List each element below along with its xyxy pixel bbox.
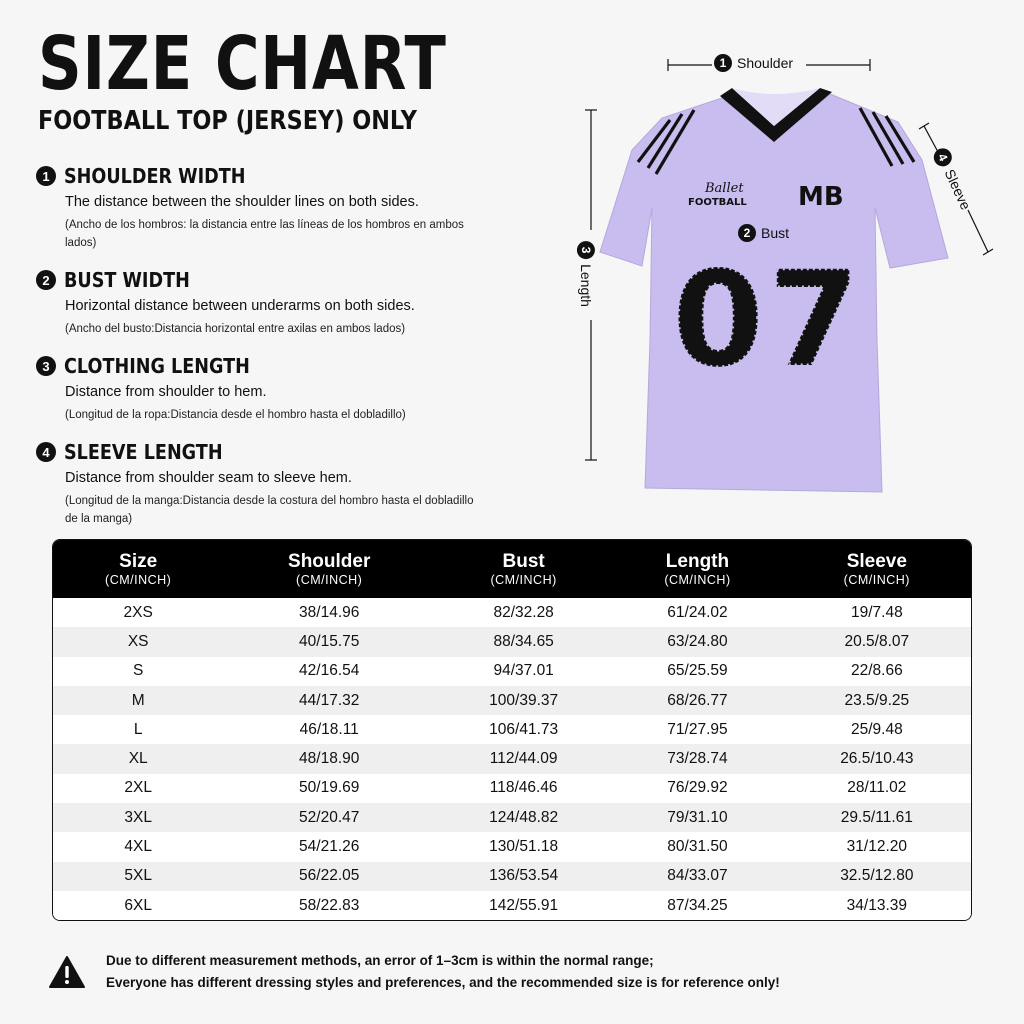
definition-english: Distance from shoulder seam to sleeve hem. (65, 470, 352, 486)
definition-bust (36, 266, 476, 338)
cell-length: 76/29.92 (612, 774, 782, 803)
definition-english: Distance from shoulder to hem. (65, 384, 267, 400)
cell-shoulder: 54/21.26 (223, 832, 435, 861)
cell-length: 68/26.77 (612, 686, 782, 715)
cell-shoulder: 58/22.83 (223, 891, 435, 920)
cell-length: 63/24.80 (612, 627, 782, 656)
definition-title: BUST WIDTH (64, 268, 190, 292)
cell-sleeve: 22/8.66 (783, 657, 971, 686)
number-badge: 4 (36, 442, 56, 462)
cell-shoulder: 46/18.11 (223, 715, 435, 744)
definition-sleeve (36, 438, 476, 528)
cell-sleeve: 28/11.02 (783, 774, 971, 803)
cell-size: 4XL (53, 832, 223, 861)
number-badge: 2 (738, 224, 756, 242)
cell-size: M (53, 686, 223, 715)
page-title: SIZE CHART (38, 21, 447, 107)
notice (48, 950, 988, 994)
definition-english: The distance between the shoulder lines on both sides. (65, 194, 419, 210)
cell-size: 2XL (53, 774, 223, 803)
label-text: Bust (761, 225, 790, 241)
table-row (53, 832, 971, 861)
cell-bust: 88/34.65 (435, 627, 612, 656)
measurement-definitions (36, 162, 476, 542)
header-shoulder: Shoulder (CM/INCH) (223, 540, 435, 598)
cell-bust: 124/48.82 (435, 803, 612, 832)
cell-bust: 130/51.18 (435, 832, 612, 861)
cell-length: 61/24.02 (612, 598, 782, 627)
table-row (53, 715, 971, 744)
warning-icon (48, 955, 86, 989)
table-row (53, 862, 971, 891)
number-badge: 3 (36, 356, 56, 376)
cell-bust: 94/37.01 (435, 657, 612, 686)
cell-shoulder: 42/16.54 (223, 657, 435, 686)
cell-length: 84/33.07 (612, 862, 782, 891)
cell-size: XL (53, 744, 223, 773)
cell-shoulder: 48/18.90 (223, 744, 435, 773)
header-length: Length (CM/INCH) (612, 540, 782, 598)
cell-size: XS (53, 627, 223, 656)
header-bust: Bust (CM/INCH) (435, 540, 612, 598)
page-subtitle: FOOTBALL TOP (JERSEY) ONLY (38, 106, 417, 136)
cell-sleeve: 34/13.39 (783, 891, 971, 920)
cell-sleeve: 25/9.48 (783, 715, 971, 744)
cell-bust: 118/46.46 (435, 774, 612, 803)
header-size: Size (CM/INCH) (53, 540, 223, 598)
cell-length: 87/34.25 (612, 891, 782, 920)
cell-size: L (53, 715, 223, 744)
label-text: Shoulder (737, 55, 794, 71)
cell-sleeve: 19/7.48 (783, 598, 971, 627)
cell-sleeve: 29.5/11.61 (783, 803, 971, 832)
bust-label (738, 224, 789, 242)
cell-bust: 106/41.73 (435, 715, 612, 744)
cell-shoulder: 40/15.75 (223, 627, 435, 656)
cell-length: 65/25.59 (612, 657, 782, 686)
cell-bust: 136/53.54 (435, 862, 612, 891)
cell-size: 6XL (53, 891, 223, 920)
cell-bust: 100/39.37 (435, 686, 612, 715)
cell-shoulder: 56/22.05 (223, 862, 435, 891)
definition-spanish: (Longitud de la ropa:Distancia desde el hombro hasta el dobladillo) (65, 409, 406, 421)
cell-length: 80/31.50 (612, 832, 782, 861)
cell-sleeve: 32.5/12.80 (783, 862, 971, 891)
table-row (53, 686, 971, 715)
table-row (53, 657, 971, 686)
jersey-number: 07 (672, 243, 864, 397)
cell-sleeve: 23.5/9.25 (783, 686, 971, 715)
cell-shoulder: 50/19.69 (223, 774, 435, 803)
notice-line-1: Due to different measurement methods, an error of 1–3cm is within the normal range; (106, 953, 654, 968)
table-row (53, 598, 971, 627)
cell-shoulder: 52/20.47 (223, 803, 435, 832)
definition-spanish: (Ancho de los hombros: la distancia entre las líneas de los hombros en ambos lados) (65, 219, 464, 249)
definition-spanish: (Ancho del busto:Distancia horizontal entre axilas en ambos lados) (65, 323, 406, 335)
number-badge: 4 (931, 145, 955, 169)
brand-word: FOOTBALL (688, 197, 747, 208)
definition-spanish: (Longitud de la manga:Distancia desde la costura del hombro hasta el dobladillo de la manga) (65, 495, 474, 525)
table-row (53, 627, 971, 656)
table-header-row (53, 540, 971, 598)
brand-script: Ballet (705, 181, 744, 196)
cell-bust: 112/44.09 (435, 744, 612, 773)
cell-sleeve: 31/12.20 (783, 832, 971, 861)
notice-line-2: Everyone has different dressing styles and preferences, and the recommended size is for reference only! (106, 975, 780, 990)
definition-shoulder (36, 162, 476, 252)
header-sleeve: Sleeve (CM/INCH) (783, 540, 971, 598)
jersey-illustration (560, 40, 1000, 510)
size-table (52, 539, 972, 921)
cell-shoulder: 38/14.96 (223, 598, 435, 627)
table-row (53, 891, 971, 920)
cell-sleeve: 20.5/8.07 (783, 627, 971, 656)
number-badge: 1 (714, 54, 732, 72)
shoulder-label (714, 54, 793, 72)
cell-size: 5XL (53, 862, 223, 891)
cell-bust: 142/55.91 (435, 891, 612, 920)
label-text: Sleeve (941, 166, 975, 213)
table-row (53, 774, 971, 803)
number-badge: 2 (36, 270, 56, 290)
definition-title: SHOULDER WIDTH (64, 164, 246, 188)
jersey-diagram (560, 40, 1000, 510)
cell-size: 2XS (53, 598, 223, 627)
length-label (577, 241, 595, 307)
cell-bust: 82/32.28 (435, 598, 612, 627)
cell-size: 3XL (53, 803, 223, 832)
cell-size: S (53, 657, 223, 686)
notice-text (106, 950, 780, 994)
cell-sleeve: 26.5/10.43 (783, 744, 971, 773)
number-badge: 1 (36, 166, 56, 186)
definition-title: CLOTHING LENGTH (64, 354, 250, 378)
table-row (53, 744, 971, 773)
definition-length (36, 352, 476, 424)
cell-length: 73/28.74 (612, 744, 782, 773)
definition-title: SLEEVE LENGTH (64, 440, 223, 464)
table-row (53, 803, 971, 832)
cell-shoulder: 44/17.32 (223, 686, 435, 715)
label-text: Length (577, 264, 594, 307)
cell-length: 71/27.95 (612, 715, 782, 744)
definition-english: Horizontal distance between underarms on both sides. (65, 298, 415, 314)
cell-length: 79/31.10 (612, 803, 782, 832)
number-badge: 3 (577, 241, 595, 259)
brand-logo: MB (798, 182, 844, 212)
